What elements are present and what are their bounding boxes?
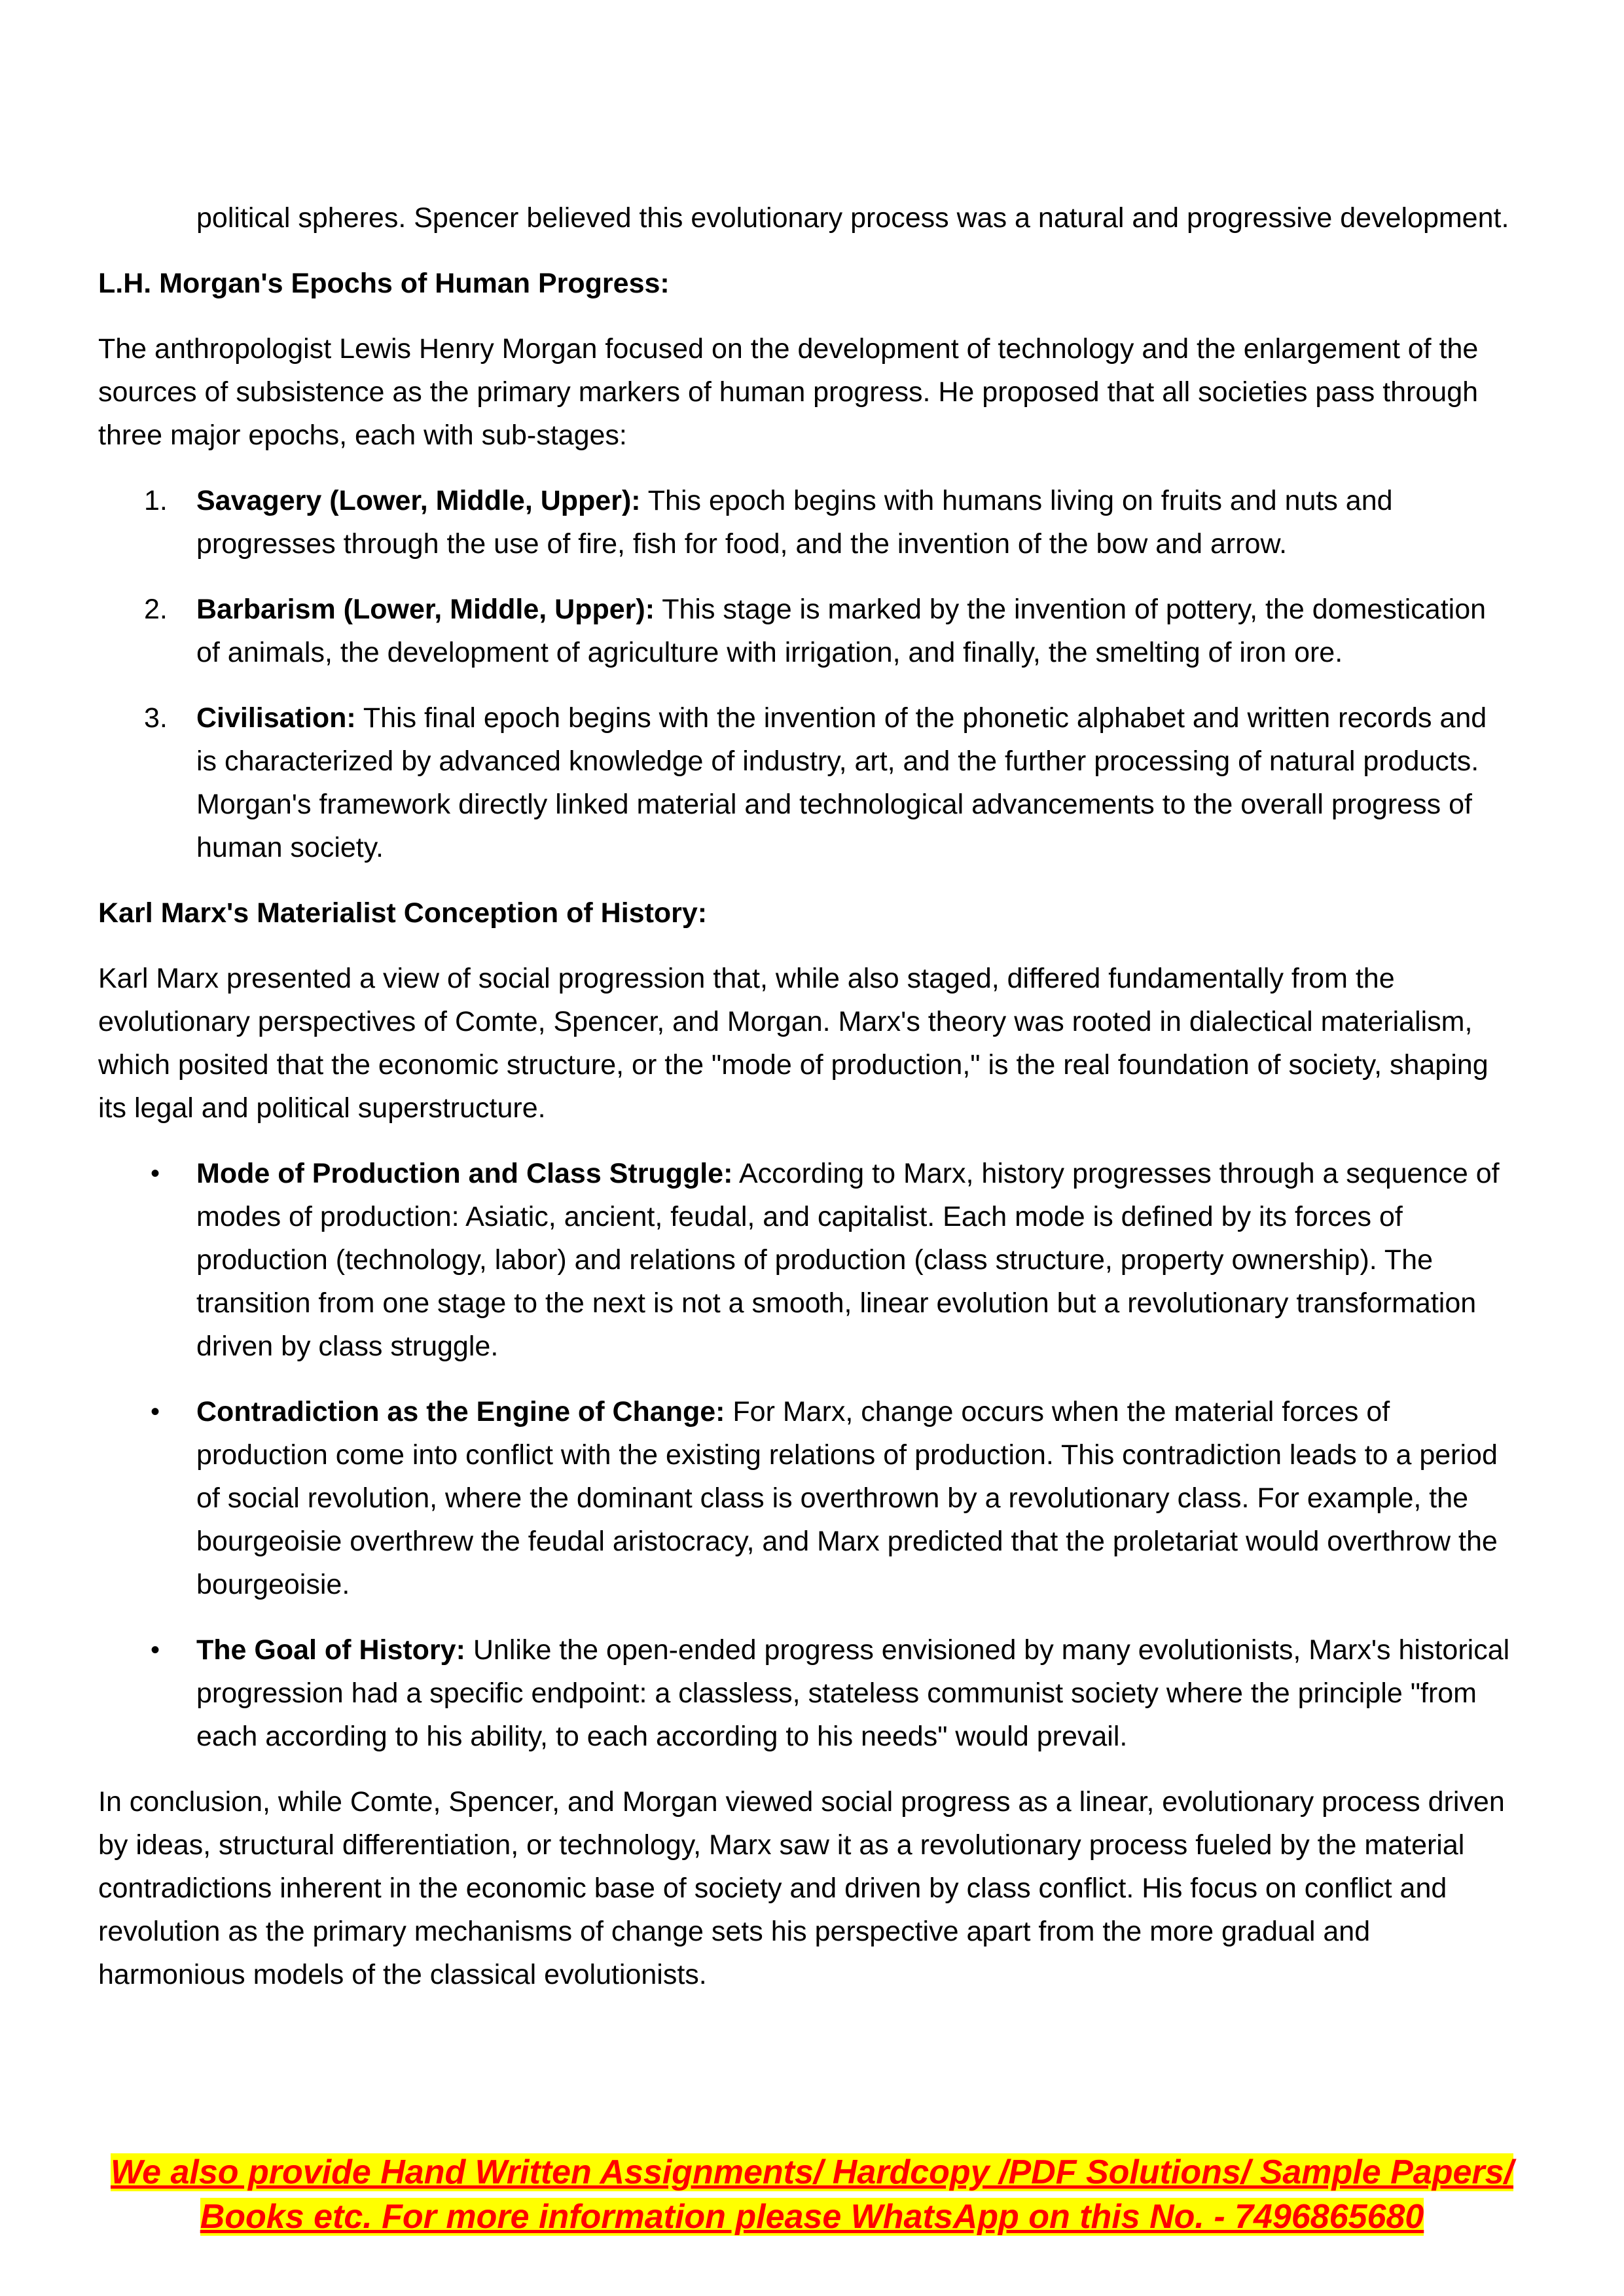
marx-intro: Karl Marx presented a view of social progression that, while also staged, differed fundamentally from the evolutionary perspectives of Comte, Spencer, and Morgan. Marx's theory was rooted in dialectical materialism, which posited that the economic structure, or the "mode of production," is the real foundation of society, shaping its legal and political superstructure. — [98, 963, 1489, 1124]
marx-points-list — [98, 1152, 1513, 1758]
list-number: 1. — [144, 485, 168, 516]
conclusion-paragraph: In conclusion, while Comte, Spencer, and Morgan viewed social progress as a linear, evolutionary process driven by ideas, structural differentiation, or technology, Marx saw it as a revolutionary process fueled by the material contradictions inherent in the economic base of society and driven by class conflict. His focus on conflict and revolution as the primary mechanisms of change sets his perspective apart from the more gradual and harmonious models of the classical evolutionists. — [98, 1786, 1505, 1990]
list-number: 2. — [144, 594, 168, 625]
epoch-term: Civilisation: — [196, 702, 356, 734]
list-item — [98, 1152, 1513, 1368]
epoch-text: This stage is marked by the invention of pottery, the domestication of animals, the development of agriculture with irrigation, and finally, the smelting of iron ore. — [196, 594, 1487, 668]
epoch-text: This epoch begins with humans living on fruits and nuts and progresses through the use of fire, fish for food, and the invention of the bow and arrow. — [196, 485, 1393, 560]
point-text: For Marx, change occurs when the material forces of production come into conflict with the existing relations of production. This contradiction leads to a period of social revolution, where the dominant class is overthrown by a revolutionary class. For example, the bourgeoisie overthrew the feudal aristocracy, and Marx predicted that the proletariat would overthrow the bourgeoisie. — [196, 1396, 1498, 1600]
morgan-heading: L.H. Morgan's Epochs of Human Progress: — [98, 268, 670, 299]
list-item — [98, 1390, 1513, 1606]
promo-footer — [0, 2150, 1624, 2239]
epoch-text: This final epoch begins with the invention of the phonetic alphabet and written records and is characterized by advanced knowledge of industry, art, and the further processing of natural products. Morgan's framework directly linked material and technological advancements to the overall progress of human society. — [196, 702, 1487, 863]
footer-line-1: We also provide Hand Written Assignments/ Hardcopy /PDF Solutions/ Sample Papers/ — [110, 2153, 1514, 2191]
intro-continuation: political spheres. Spencer believed this evolutionary process was a natural and progressive development. — [196, 202, 1509, 234]
epoch-term: Barbarism (Lower, Middle, Upper): — [196, 594, 655, 625]
point-term: The Goal of History: — [196, 1634, 465, 1666]
list-item — [98, 479, 1513, 565]
morgan-intro: The anthropologist Lewis Henry Morgan focused on the development of technology and the enlargement of the sources of subsistence as the primary markers of human progress. He proposed that all societies pass through three major epochs, each with sub-stages: — [98, 333, 1479, 451]
list-item — [98, 588, 1513, 674]
point-text: Unlike the open-ended progress envisioned by many evolutionists, Marx's historical progression had a specific endpoint: a classless, stateless communist society where the principle "from each according to his ability, to each according to his needs" would prevail. — [196, 1634, 1510, 1752]
bullet-icon: • — [151, 1397, 160, 1426]
list-number: 3. — [144, 702, 168, 734]
marx-heading: Karl Marx's Materialist Conception of History: — [98, 897, 708, 929]
list-item — [98, 1628, 1513, 1758]
point-term: Mode of Production and Class Struggle: — [196, 1158, 733, 1189]
epoch-term: Savagery (Lower, Middle, Upper): — [196, 485, 641, 516]
list-item — [98, 696, 1513, 869]
bullet-icon: • — [151, 1159, 160, 1188]
point-term: Contradiction as the Engine of Change: — [196, 1396, 725, 1427]
morgan-epochs-list — [98, 479, 1513, 869]
point-text: According to Marx, history progresses through a sequence of modes of production: Asiatic, ancient, feudal, and capitalist. Each mode is defined by its forces of production (technology, labor) and relations of production (class structure, property ownership). The transition from one stage to the next is not a smooth, linear evolution but a revolutionary transformation driven by class struggle. — [196, 1158, 1500, 1362]
footer-line-2: Books etc. For more information please WhatsApp on this No. - 7496865680 — [200, 2198, 1424, 2236]
bullet-icon: • — [151, 1636, 160, 1664]
